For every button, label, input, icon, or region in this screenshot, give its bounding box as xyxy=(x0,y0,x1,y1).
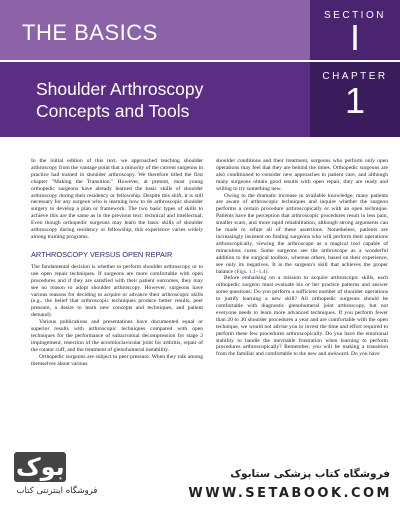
paragraph: The fundamental decision is whether to perform shoulder arthroscopy or to use open repair techniques. If surgeons are more comfortable with open procedures and if they are satisfied with their patient outcomes, they may see no reason to adopt shoulder arthroscopy. However, surgeons have various reasons for deciding to acquire or advance their arthroscopic skills (e.g., the belief that arthroscopic techniques produce better results, peer pressure, a desire to learn new concepts and techniques, and patient demand). xyxy=(31,263,203,319)
watermark-store-name: فروشگاه کتاب پزشکی ستابوک xyxy=(230,468,390,480)
logo-subtitle: فروشگاه اینترنتی کتاب xyxy=(16,486,98,496)
chapter-label: CHAPTER xyxy=(322,71,388,82)
body-column-right xyxy=(216,158,388,358)
paragraph: Before embarking on a mission to acquire arthroscopic skills, each orthopedic surgeon must evaluate his or her practice patterns and answer some questions: Do you perform a sufficient number of shoulder operations to justify learning a new skill? All orthopedic surgeons should be comfortable with diagnostic glenohumeral joint arthroscopy, but not everyone needs to learn more advanced techniques. If you perform fewer than 20 to 30 shoulder procedures a year and are comfortable with the open technique, we would not advise you to invest the time and effort required to perform these few procedures arthroscopically. Do you have the emotional stability to handle the inevitable frustration when learning to perform procedures arthroscopically? Remember, you will be making a transition from the familiar and comfortable to the new and awkward. Do you have xyxy=(216,275,388,358)
chapter-title-line1: Shoulder Arthroscopy xyxy=(36,79,204,99)
section-heading: ARTHROSCOPY VERSUS OPEN REPAIR xyxy=(31,249,173,259)
watermark-logo xyxy=(14,446,108,506)
chapter-number: 1 xyxy=(344,80,366,121)
chapter-title-line2: Concepts and Tools xyxy=(36,101,190,121)
section-number: I xyxy=(349,17,360,58)
paragraph xyxy=(216,193,388,276)
paragraph: Various publications and presentations have documented equal or superior results with arthroscopic techniques compared with open techniques for the performance of subacromial decompression for stage 2 impingement, resection of the acromioclavicular joint for arthritis, repair of the rotator cuff, and the treatment of glenohumeral instability. xyxy=(31,319,203,353)
paragraph: Orthopedic surgeons are subject to peer pressure. When they talk among themselves about various xyxy=(31,353,203,367)
figure-reference-link[interactable]: (Figs. 1.1–1.4). xyxy=(234,268,269,275)
part-title: THE BASICS xyxy=(22,20,158,45)
paragraph-text: Owing to the dramatic increase in available knowledge, many patients are aware of arthroscopic techniques and inquire whether the surgeon performs a certain procedure arthroscopically or with an open technique. Patients have the perception that arthroscopic procedures result in less pain, smaller scars, and more rapid rehabilitation, although strong arguments can be made to refute all of these assertions. Nonetheless, patients are increasingly insistent on finding surgeons who will perform their operations arthroscopically, viewing the arthroscope as a magical tool capable of miraculous cures. Some surgeons see the arthroscope as a wonderful addition to the surgical toolbox, whereas others, based on their experience, see only its negatives. It is the surgeon's skill that achieves the proper balance xyxy=(216,192,388,275)
section-label: SECTION xyxy=(324,10,386,21)
paragraph: shoulder conditions and their treatment, surgeons who perform only open operations may feel that they are behind the times. Orthopedic surgeons are also conditioned to consider new approaches to patient care, and although many surgeons obtain good results with open repair, they are ready and willing to try something new. xyxy=(216,158,388,192)
body-column-left xyxy=(31,158,203,367)
paragraph: In the initial edition of this text, we approached teaching shoulder arthroscopy from the vantage point that a minority of the current surgeons in practice had trained in shoulder arthroscopy. We therefore titled the first chapter "Making the Transition." However, at present, most young orthopedic surgeons have already learned the basic skills of shoulder arthroscopy during their residency or fellowship. Despite this shift, it is still necessary for any surgeon who is learning how to do arthroscopic shoulder surgery to develop a plan or framework. The two basic types of skills to achieve this are the same as in the previous text: technical and intellectual. Even though orthopedic surgeons may learn the basic skills of shoulder arthroscopy during residency or fellowship, this experience varies widely among training programs. xyxy=(31,158,203,240)
chapter-title xyxy=(36,78,306,122)
watermark-store-url: WWW.SETABOOK.COM xyxy=(188,486,392,501)
logo-wordmark: ستابوک xyxy=(16,453,108,481)
